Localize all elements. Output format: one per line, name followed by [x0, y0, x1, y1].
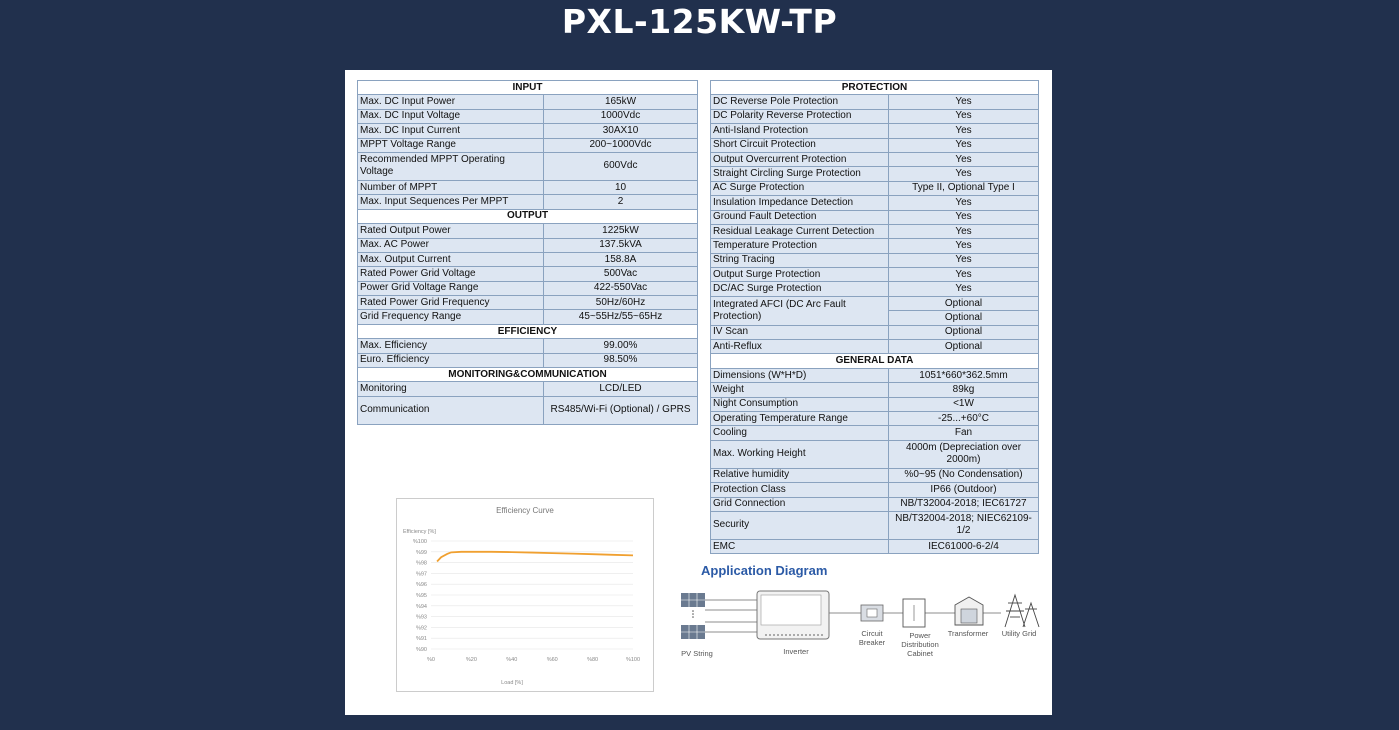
section-header-input: INPUT	[358, 81, 698, 95]
table-row	[358, 353, 698, 367]
spec-label: Max. Working Height	[711, 440, 889, 468]
diagram-graphic	[675, 585, 1045, 665]
spec-value: <1W	[889, 397, 1039, 411]
table-row	[711, 181, 1039, 195]
section-header-output: OUTPUT	[358, 209, 698, 223]
table-row	[358, 339, 698, 353]
spec-label: Straight Circling Surge Protection	[711, 167, 889, 181]
table-row	[358, 109, 698, 123]
spec-value: Yes	[889, 268, 1039, 282]
spec-value: Yes	[889, 95, 1039, 109]
table-row	[358, 238, 698, 252]
spec-value: NB/T32004-2018; NIEC62109-1/2	[889, 511, 1039, 539]
spec-label: Short Circuit Protection	[711, 138, 889, 152]
table-row	[711, 239, 1039, 253]
y-axis-label: Efficiency [%]	[403, 529, 436, 535]
spec-label: Residual Leakage Current Detection	[711, 224, 889, 238]
spec-value: 99.00%	[544, 339, 698, 353]
chart-title: Efficiency Curve	[496, 506, 554, 515]
spec-label: Relative humidity	[711, 468, 889, 482]
spec-value: LCD/LED	[544, 382, 698, 396]
spec-label: IV Scan	[711, 325, 889, 339]
x-tick-label: %60	[546, 657, 558, 663]
distribution-cabinet-label: Power Distribution Cabinet	[901, 631, 939, 658]
table-row	[358, 281, 698, 295]
table-row	[358, 124, 698, 138]
y-tick-label: %96	[415, 582, 427, 589]
table-row	[358, 138, 698, 152]
x-tick-label: %20	[465, 657, 477, 663]
spec-value: Yes	[889, 210, 1039, 224]
spec-value: 500Vac	[544, 267, 698, 281]
y-tick-label: %100	[412, 539, 427, 545]
spec-value: Optional	[889, 340, 1039, 354]
spec-value: 600Vdc	[544, 152, 698, 180]
y-tick-label: %95	[415, 593, 427, 599]
spec-value: 165kW	[544, 95, 698, 109]
spec-label: Max. AC Power	[358, 238, 544, 252]
spec-value: 158.8A	[544, 252, 698, 266]
table-row	[358, 224, 698, 238]
section-header-general: GENERAL DATA	[711, 354, 1039, 368]
spec-label: Night Consumption	[711, 397, 889, 411]
table-row	[358, 180, 698, 194]
spec-value: IEC61000-6-2/4	[889, 539, 1039, 553]
spec-value: Yes	[889, 282, 1039, 296]
table-row	[358, 382, 698, 396]
spec-label: Euro. Efficiency	[358, 353, 544, 367]
spec-value: Optional	[889, 296, 1039, 310]
y-tick-label: %99	[415, 549, 427, 556]
table-row	[711, 539, 1039, 553]
circuit-breaker-icon	[861, 605, 883, 621]
table-row	[711, 383, 1039, 397]
spec-value: Yes	[889, 152, 1039, 166]
x-tick-label: %40	[506, 657, 518, 663]
spec-value: Yes	[889, 124, 1039, 138]
spec-label: Recommended MPPT Operating Voltage	[358, 152, 544, 180]
spec-label: Output Surge Protection	[711, 268, 889, 282]
table-row	[711, 253, 1039, 267]
spec-value: 50Hz/60Hz	[544, 296, 698, 310]
spec-value: 137.5kVA	[544, 238, 698, 252]
table-row	[358, 310, 698, 324]
utility-grid-icon	[1005, 595, 1039, 627]
spec-value: 89kg	[889, 383, 1039, 397]
spec-label: Power Grid Voltage Range	[358, 281, 544, 295]
spec-table-left	[357, 80, 698, 425]
spec-value: NB/T32004-2018; IEC61727	[889, 497, 1039, 511]
spec-label: Max. Input Sequences Per MPPT	[358, 195, 544, 209]
spec-label: Number of MPPT	[358, 180, 544, 194]
table-row	[711, 109, 1039, 123]
table-row	[711, 167, 1039, 181]
y-tick-label: %92	[415, 625, 427, 632]
spec-table-right	[710, 80, 1039, 554]
table-row	[358, 195, 698, 209]
spec-label: Output Overcurrent Protection	[711, 152, 889, 166]
spec-label: Anti-Island Protection	[711, 124, 889, 138]
section-header-efficiency: EFFICIENCY	[358, 324, 698, 338]
spec-label: MPPT Voltage Range	[358, 138, 544, 152]
table-row	[711, 210, 1039, 224]
spec-value: Yes	[889, 138, 1039, 152]
spec-value: 2	[544, 195, 698, 209]
spec-value: -25...+60°C	[889, 411, 1039, 425]
spec-value: %0~95 (No Condensation)	[889, 468, 1039, 482]
inverter-label: Inverter	[783, 647, 809, 656]
series-line	[437, 552, 633, 562]
efficiency-chart	[396, 498, 654, 692]
spec-label: Communication	[358, 396, 544, 424]
spec-value: 422-550Vac	[544, 281, 698, 295]
spec-value: Yes	[889, 167, 1039, 181]
circuit-breaker-label: Circuit Breaker	[858, 629, 886, 647]
pv-string-label: PV String	[681, 649, 713, 658]
spec-label: Rated Output Power	[358, 224, 544, 238]
spec-label: Rated Power Grid Frequency	[358, 296, 544, 310]
y-tick-label: %97	[415, 571, 427, 578]
spec-label: Rated Power Grid Voltage	[358, 267, 544, 281]
table-row	[711, 468, 1039, 482]
table-row	[711, 340, 1039, 354]
spec-label: Security	[711, 511, 889, 539]
table-row	[358, 267, 698, 281]
spec-label: Max. DC Input Current	[358, 124, 544, 138]
spec-value: 1225kW	[544, 224, 698, 238]
x-tick-label: %0	[427, 657, 435, 663]
spec-value: Optional	[889, 311, 1039, 325]
pv-panel-icon	[681, 593, 705, 639]
spec-label: Max. DC Input Voltage	[358, 109, 544, 123]
spec-value: 1000Vdc	[544, 109, 698, 123]
spec-value: Yes	[889, 196, 1039, 210]
table-row	[358, 252, 698, 266]
spec-label: EMC	[711, 539, 889, 553]
spec-label: Monitoring	[358, 382, 544, 396]
spec-label: Grid Frequency Range	[358, 310, 544, 324]
spec-value: 1051*660*362.5mm	[889, 368, 1039, 382]
spec-label: DC Polarity Reverse Protection	[711, 109, 889, 123]
table-row	[711, 124, 1039, 138]
spec-value: 200~1000Vdc	[544, 138, 698, 152]
table-row	[711, 511, 1039, 539]
spec-label: Operating Temperature Range	[711, 411, 889, 425]
spec-label: Max. Efficiency	[358, 339, 544, 353]
table-row	[711, 368, 1039, 382]
application-diagram	[675, 585, 1045, 665]
spec-value: RS485/Wi-Fi (Optional) / GPRS	[544, 396, 698, 424]
spec-value: Fan	[889, 426, 1039, 440]
x-tick-label: %100	[625, 657, 641, 663]
x-axis-label: Load [%]	[501, 680, 523, 686]
distribution-cabinet-icon	[903, 599, 925, 627]
spec-value: Yes	[889, 253, 1039, 267]
y-tick-label: %98	[415, 560, 427, 567]
spec-label: Max. DC Input Power	[358, 95, 544, 109]
table-row	[711, 440, 1039, 468]
section-header-protection: PROTECTION	[711, 81, 1039, 95]
spec-label: Weight	[711, 383, 889, 397]
table-row	[711, 411, 1039, 425]
table-row	[711, 483, 1039, 497]
chart-plot	[397, 499, 653, 691]
table-row	[711, 196, 1039, 210]
x-tick-label: %80	[587, 657, 599, 663]
table-row	[358, 95, 698, 109]
spec-label: Protection Class	[711, 483, 889, 497]
inverter-icon	[757, 591, 829, 639]
section-header-monitoring: MONITORING&COMMUNICATION	[358, 368, 698, 382]
page-title: PXL-125KW-TP	[561, 2, 838, 41]
table-row	[358, 396, 698, 424]
spec-label: Max. Output Current	[358, 252, 544, 266]
spec-label: AC Surge Protection	[711, 181, 889, 195]
table-row	[711, 282, 1039, 296]
transformer-icon	[955, 597, 983, 625]
diagram-title: Application Diagram	[701, 563, 828, 578]
utility-grid-label: Utility Grid	[1001, 629, 1037, 638]
table-row	[711, 95, 1039, 109]
spec-value: Yes	[889, 224, 1039, 238]
spec-label: String Tracing	[711, 253, 889, 267]
table-row	[711, 268, 1039, 282]
spec-value: 4000m (Depreciation over 2000m)	[889, 440, 1039, 468]
spec-label: Temperature Protection	[711, 239, 889, 253]
spec-value: 45~55Hz/55~65Hz	[544, 310, 698, 324]
table-row	[711, 426, 1039, 440]
spec-value: 98.50%	[544, 353, 698, 367]
spec-value: IP66 (Outdoor)	[889, 483, 1039, 497]
spec-label: Cooling	[711, 426, 889, 440]
y-tick-label: %90	[415, 647, 427, 653]
table-row	[358, 152, 698, 180]
spec-value: Yes	[889, 239, 1039, 253]
y-tick-label: %93	[415, 614, 427, 621]
spec-value: Yes	[889, 109, 1039, 123]
spec-label: Dimensions (W*H*D)	[711, 368, 889, 382]
spec-value: 30AX10	[544, 124, 698, 138]
spec-value: 10	[544, 180, 698, 194]
y-tick-label: %94	[415, 603, 427, 610]
spec-value: Optional	[889, 325, 1039, 339]
table-row	[711, 152, 1039, 166]
table-row	[711, 325, 1039, 339]
spec-label: Insulation Impedance Detection	[711, 196, 889, 210]
spec-label: Grid Connection	[711, 497, 889, 511]
spec-label: DC/AC Surge Protection	[711, 282, 889, 296]
table-row	[358, 296, 698, 310]
spec-label: DC Reverse Pole Protection	[711, 95, 889, 109]
y-tick-label: %91	[415, 636, 427, 643]
table-row	[711, 397, 1039, 411]
transformer-label: Transformer	[947, 629, 989, 638]
spec-label: Integrated AFCI (DC Arc Fault Protection)	[711, 296, 889, 325]
table-row	[711, 138, 1039, 152]
table-row	[711, 497, 1039, 511]
spec-label: Ground Fault Detection	[711, 210, 889, 224]
table-row	[711, 224, 1039, 238]
spec-label: Anti-Reflux	[711, 340, 889, 354]
spec-value: Type II, Optional Type I	[889, 181, 1039, 195]
